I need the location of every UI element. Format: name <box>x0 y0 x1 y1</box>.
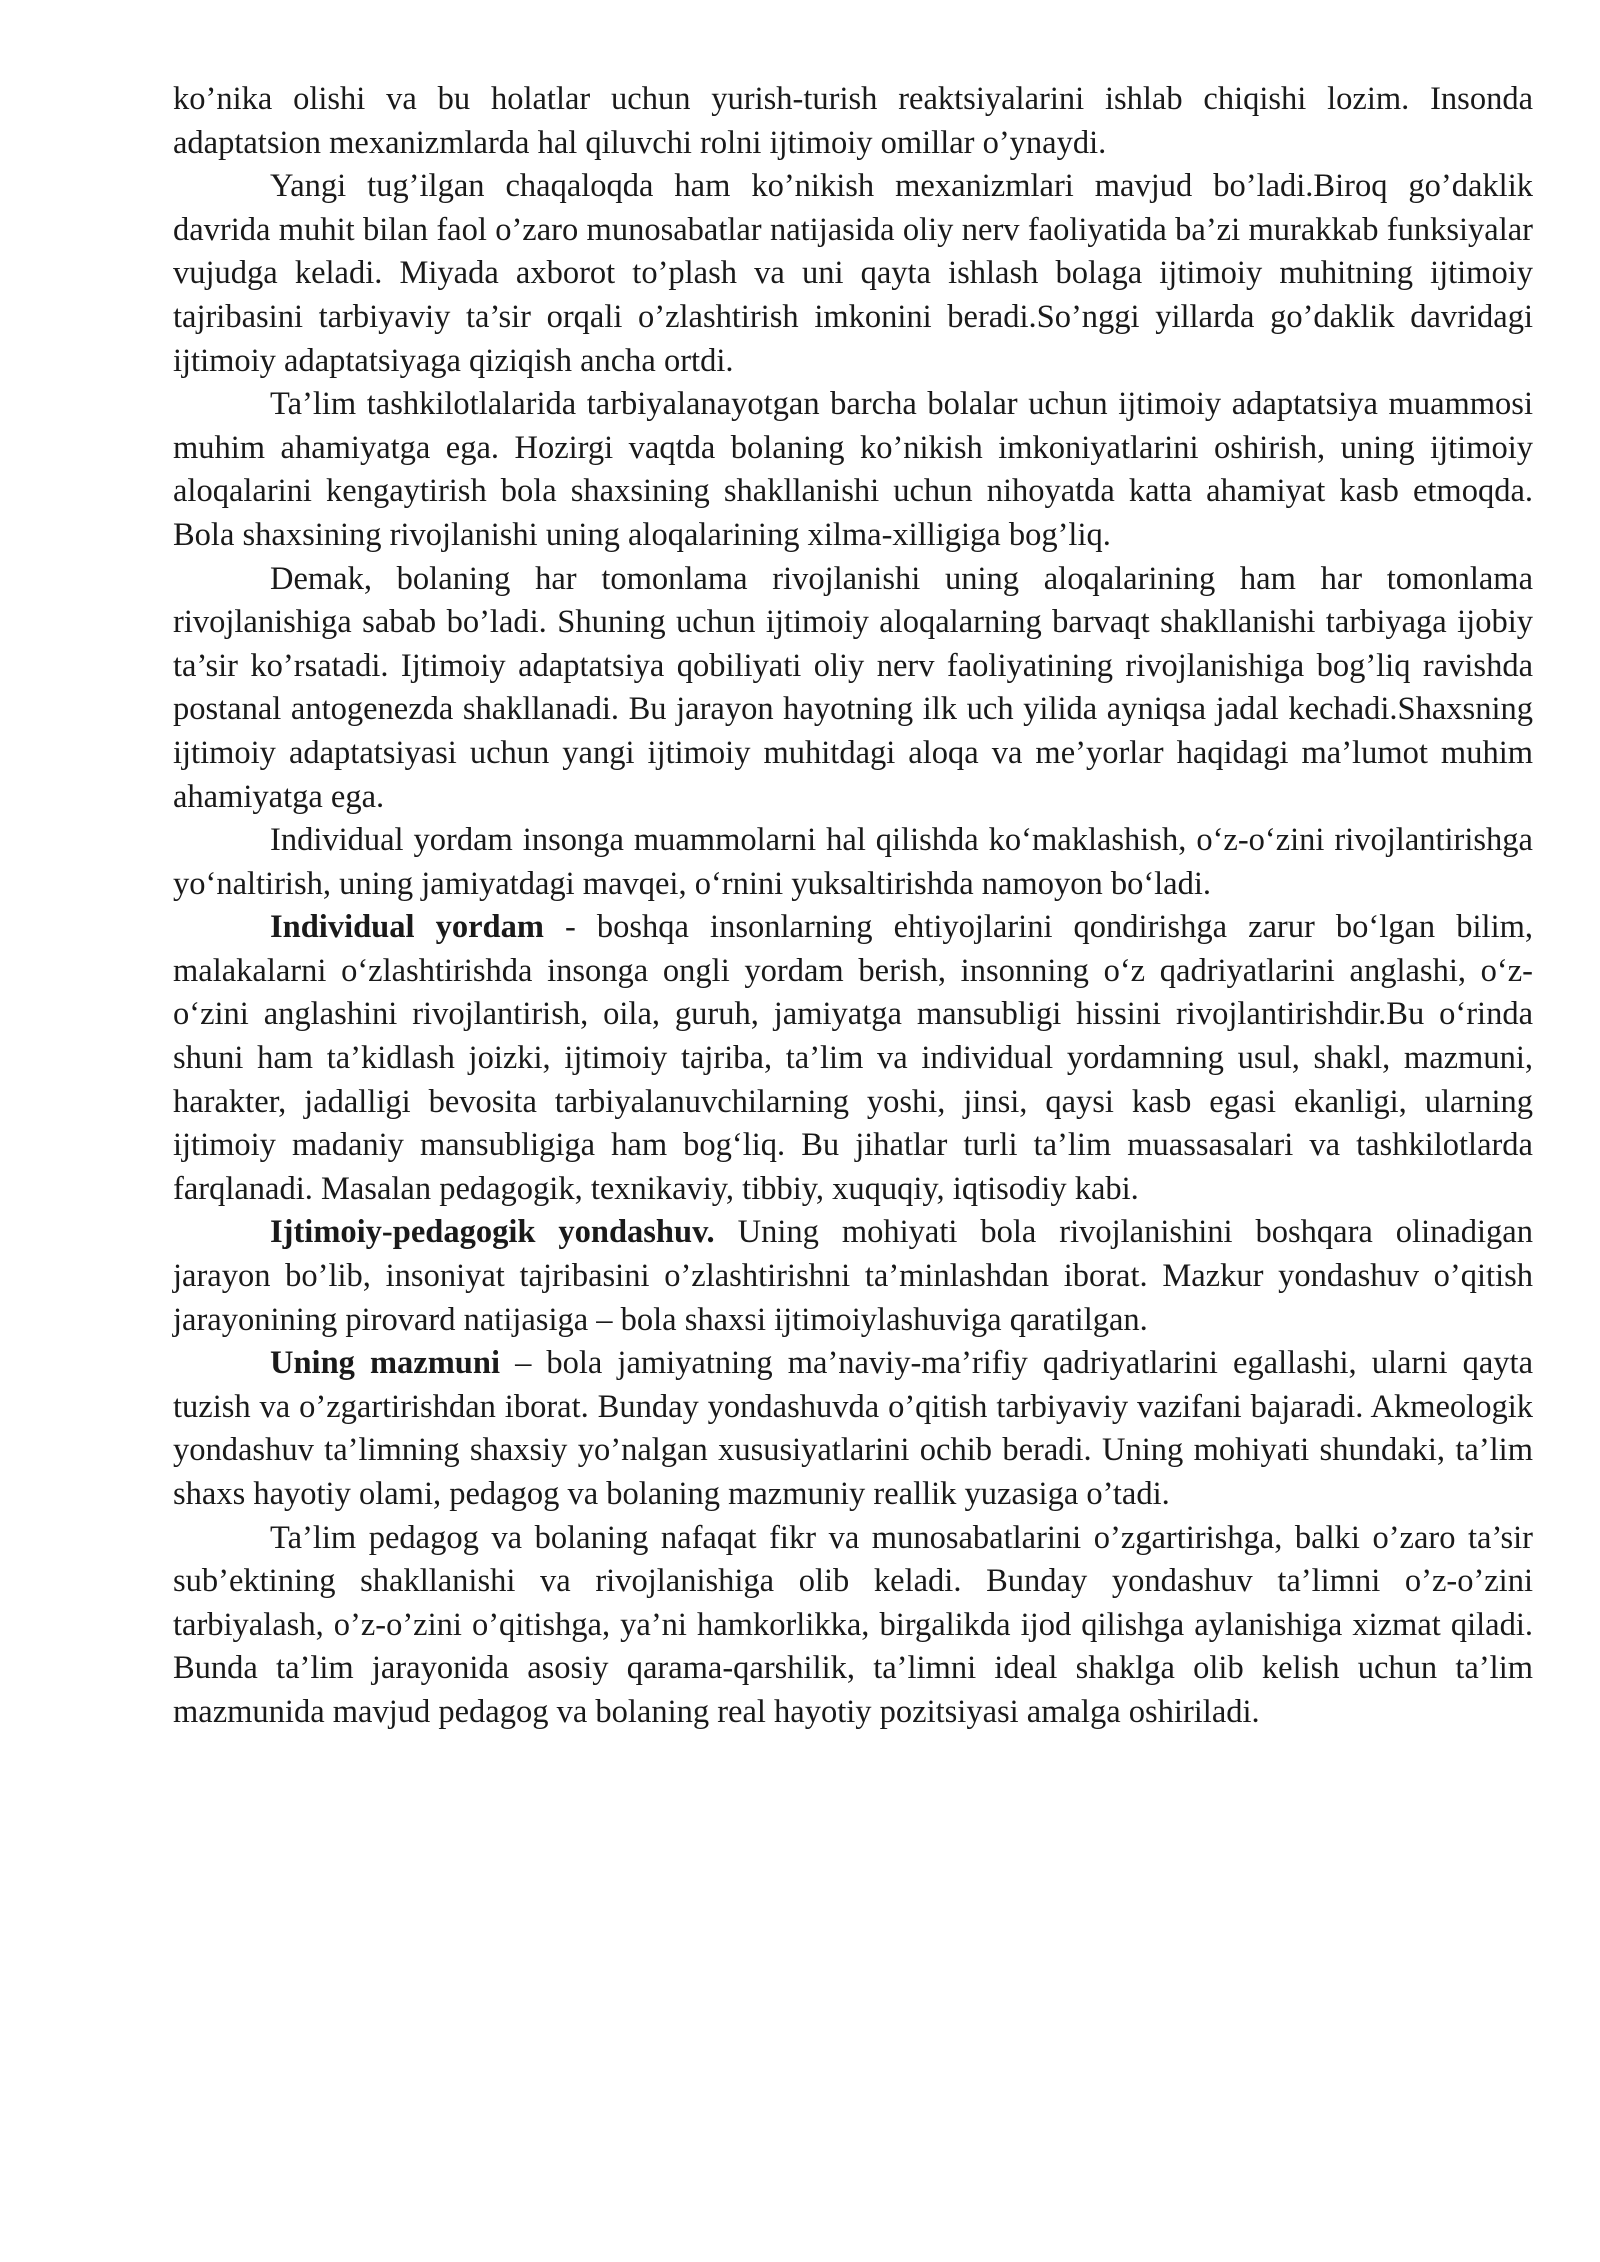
paragraph-3 <box>173 383 1533 557</box>
bold-term: Uning mazmuni <box>270 1345 500 1382</box>
paragraph-text: Individual yordam insonga muammolarni hal qilishda ko‘maklashish, o‘z-o‘zini rivojlantirishga yo‘naltirish, uning jamiyatdagi mavqei, o‘rnini yuksaltirishda namoyon bo‘ladi. <box>173 822 1533 902</box>
paragraph-text: – bola jamiyatning ma’naviy-ma’rifiy qadriyatlarini egallashi, ularni qayta tuzish va o’zgartirishdan iborat. Bunday yondashuvda o’qitish tarbiyaviy vazifani bajaradi. Akmeologik yondashuv ta’limning shaxsiy yo’nalgan xususiyatlarini ochib beradi. Uning mohiyati shundaki, ta’lim shaxs hayotiy olami, pedagog va bolaning mazmuniy reallik yuzasiga o’tadi. <box>173 1345 1533 1512</box>
paragraph-text: Ta’lim tashkilotlalarida tarbiyalanayotgan barcha bolalar uchun ijtimoiy adaptatsiya muammosi muhim ahamiyatga ega. Hozirgi vaqtda bolaning ko’nikish imkoniyatlarini oshirish, uning ijtimoiy aloqalarini kengaytirish bola shaxsining shakllanishi uchun nihoyatda katta ahamiyat kasb etmoqda. Bola shaxsining rivojlanishi uning aloqalarining xilma-xilligiga bog’liq. <box>173 386 1533 553</box>
paragraph-text: Demak, bolaning har tomonlama rivojlanishi uning aloqalarining ham har tomonlama rivojlanishiga sabab bo’ladi. Shuning uchun ijtimoiy aloqalarning barvaqt shakllanishi tarbiyaga ijobiy ta’sir ko’rsatadi. Ijtimoiy adaptatsiya qobiliyati oliy nerv faoliyatining rivojlanishiga bog’liq ravishda postanal antogenezda shakllanadi. Bu jarayon hayotning ilk uch yilida ayniqsa jadal kechadi.Shaxsning ijtimoiy adaptatsiyasi uchun yangi ijtimoiy muhitdagi aloqa va me’yorlar haqidagi ma’lumot muhim ahamiyatga ega. <box>173 560 1533 815</box>
document-page <box>173 78 1533 1735</box>
paragraph-text: Ta’lim pedagog va bolaning nafaqat fikr va munosabatlarini o’zgartirishga, balki o’zaro ta’sir sub’ektining shakllanishi va rivojlanishiga olib keladi. Bunday yondashuv ta’limni o’z-o’zini tarbiyalash, o’z-o’zini o’qitishga, ya’ni hamkorlikka, birgalikda ijod qilishga aylanishiga xizmat qiladi. Bunda ta’lim jarayonida asosiy qarama-qarshilik, ta’limni ideal shaklga olib kelish uchun ta’lim mazmunida mavjud pedagog va bolaning real hayotiy pozitsiyasi amalga oshiriladi. <box>173 1519 1533 1730</box>
paragraph-5 <box>173 819 1533 906</box>
paragraph-text: Yangi tug’ilgan chaqaloqda ham ko’nikish mexanizmlari mavjud bo’ladi.Biroq go’daklik davrida muhit bilan faol o’zaro munosabatlar natijasida oliy nerv faoliyatida ba’zi murakkab funksiyalar vujudga keladi. Miyada axborot to’plash va uni qayta ishlash bolaga ijtimoiy muhitning ijtimoiy tajribasini tarbiyaviy ta’sir orqali o’zlashtirish imkonini beradi.So’nggi yillarda go’daklik davridagi ijtimoiy adaptatsiyaga qiziqish ancha ortdi. <box>173 168 1533 379</box>
paragraph-2 <box>173 165 1533 383</box>
paragraph-text: - boshqa insonlarning ehtiyojlarini qondirishga zarur bo‘lgan bilim, malakalarni o‘zlashtirishda insonga ongli yordam berish, insonning o‘z qadriyatlarini anglashi, o‘z-o‘zini anglashini rivojlantirish, oila, guruh, jamiyatga mansubligi hissini rivojlantirishdir.Bu o‘rinda shuni ham ta’kidlash joizki, ijtimoiy tajriba, ta’lim va individual yordamning usul, shakl, mazmuni, harakter, jadalligi bevosita tarbiyalanuvchilarning yoshi, jinsi, qaysi kasb egasi ekanligi, ularning ijtimoiy madaniy mansubligiga ham bog‘liq. Bu jihatlar turli ta’lim muassasalari va tashkilotlarda farqlanadi. Masalan pedagogik, texnikaviy, tibbiy, xuquqiy, iqtisodiy kabi. <box>173 909 1533 1207</box>
paragraph-4 <box>173 558 1533 820</box>
bold-term: Individual yordam <box>270 909 544 946</box>
paragraph-text: Uning mohiyati bola rivojlanishini boshqara olinadigan jarayon bo’lib, insoniyat tajribasini o’zlashtirishni ta’minlashdan iborat. Mazkur yondashuv o’qitish jarayonining pirovard natijasiga – bola shaxsi ijtimoiylashuviga qaratilgan. <box>173 1214 1533 1338</box>
paragraph-6 <box>173 906 1533 1211</box>
paragraph-8 <box>173 1342 1533 1516</box>
paragraph-1 <box>173 78 1533 165</box>
paragraph-9 <box>173 1517 1533 1735</box>
paragraph-text: ko’nika olishi va bu holatlar uchun yurish-turish reaktsiyalarini ishlab chiqishi lozim. Insonda adaptatsion mexanizmlarda hal qiluvchi rolni ijtimoiy omillar o’ynaydi. <box>173 81 1533 161</box>
paragraph-7 <box>173 1211 1533 1342</box>
bold-term: Ijtimoiy-pedagogik yondashuv. <box>270 1214 715 1251</box>
